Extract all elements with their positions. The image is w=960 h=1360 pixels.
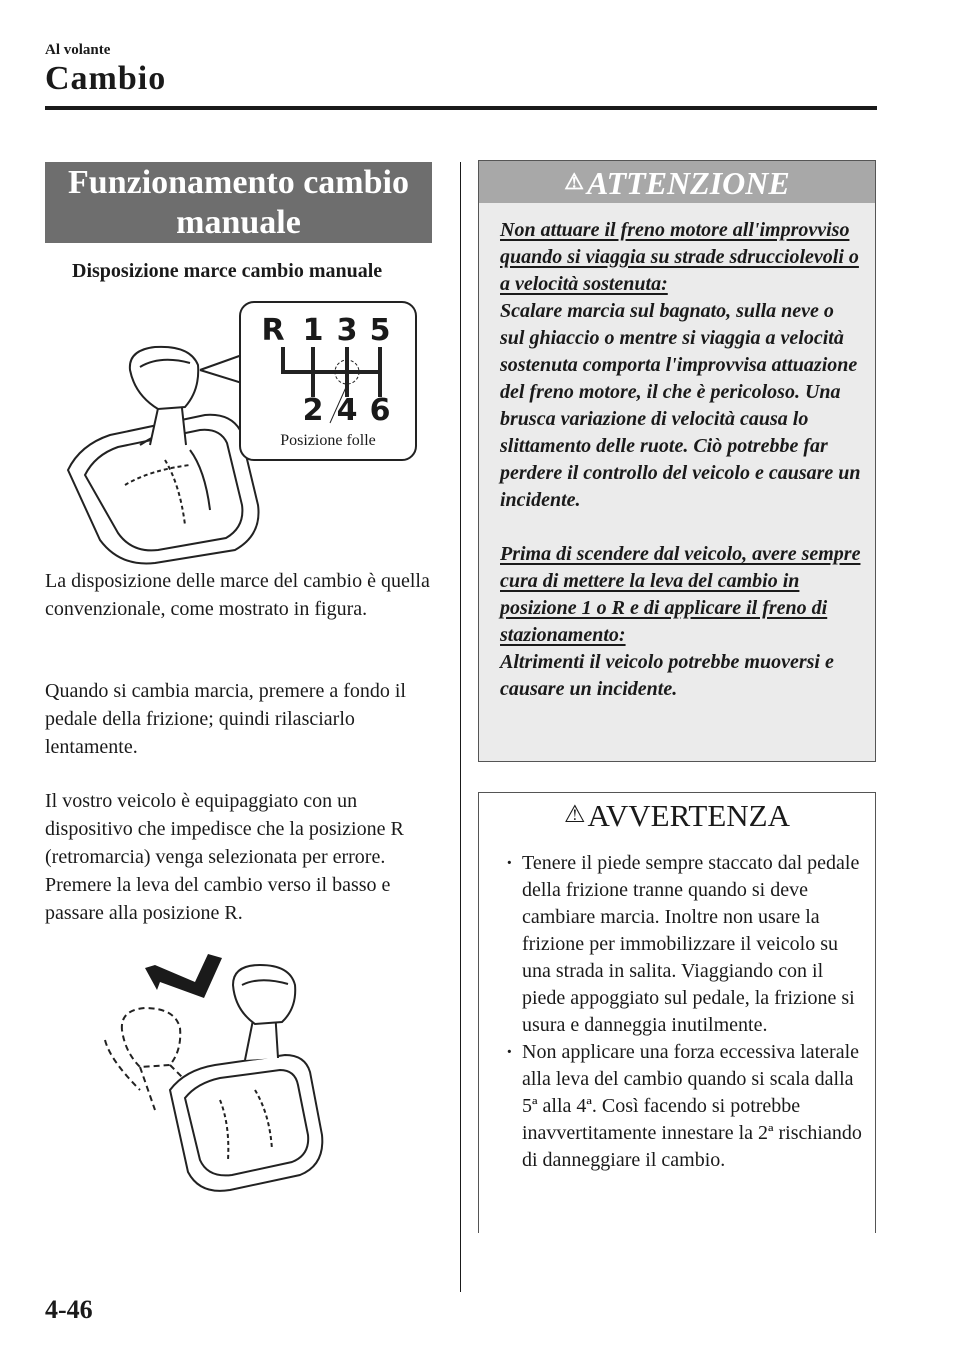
column-divider bbox=[460, 162, 461, 1292]
warning-box bbox=[478, 160, 876, 762]
warning-parking-heading: Prima di scendere dal veicolo, avere sempre cura di mettere la leva del cambio in posizione 1 o R e di applicare il freno di stazionamento: bbox=[500, 543, 861, 646]
paragraph-clutch: Quando si cambia marcia, premere a fondo il pedale della frizione; quindi rilasciarlo lentamente. bbox=[45, 680, 406, 758]
warning-triangle-icon: ⚠ bbox=[564, 169, 585, 194]
gear-label-2: 2 bbox=[302, 393, 324, 428]
warning-header bbox=[479, 161, 875, 203]
breadcrumb: Al volante bbox=[45, 42, 111, 58]
figure-caption: Disposizione marce cambio manuale bbox=[72, 260, 383, 282]
section-title-line2: manuale bbox=[176, 204, 301, 241]
gear-label-5: 5 bbox=[369, 313, 391, 348]
caution-item-clutch: · Tenere il piede sempre staccato dal pedale della frizione tranne quando si deve cambiare marcia. Inoltre non usare la frizione per immobilizzare il veicolo su una strada in salita. Viaggiando con il piede appoggiato sul pedale, la frizione si usura e danneggia inutilmente. bbox=[522, 850, 865, 1039]
gear-label-1: 1 bbox=[302, 313, 324, 348]
caution-title: AVVERTENZA bbox=[587, 798, 790, 833]
chapter-title: Cambio bbox=[45, 60, 167, 97]
warning-engine-brake-heading: Non attuare il freno motore all'improvviso quando si viaggia su strade sdrucciolevoli o a velocità sostenuta: bbox=[500, 219, 859, 295]
warning-title: ATTENZIONE bbox=[587, 165, 790, 201]
section-title-box bbox=[45, 162, 432, 243]
section-title-line1: Funzionamento cambio bbox=[68, 164, 409, 201]
lever-boot-illustration bbox=[170, 965, 322, 1191]
paragraph-layout: La disposizione delle marce del cambio è quella convenzionale, come mostrato in figura. bbox=[45, 570, 430, 620]
gear-label-6: 6 bbox=[369, 393, 391, 428]
caution-header bbox=[479, 793, 875, 836]
warning-engine-brake-text: Scalare marcia sul bagnato, sulla neve o sul ghiaccio o mentre si viaggia a velocità sostenuta comporta l'improvvisa attuazione del freno motore, il che è pericoloso. Una brusca variazione di velocità causa lo slittamento delle ruote. Ciò potrebbe far perdere il controllo del veicolo e causare un incidente. bbox=[500, 300, 861, 511]
caution-triangle-icon: ⚠ bbox=[563, 802, 586, 828]
neutral-position-label: Posizione folle bbox=[280, 432, 376, 449]
caution-list bbox=[479, 850, 875, 1174]
reverse-engage-figure bbox=[100, 940, 350, 1200]
caution-item-downshift: · Non applicare una forza eccessiva laterale alla leva del cambio quando si scala dalla 5ª alla 4ª. Così facendo si potrebbe inavvertitamente innestare la 2ª rischiando di danneggiare il cambio. bbox=[522, 1039, 865, 1174]
paragraph-reverse-lock: Il vostro veicolo è equipaggiato con un dispositivo che impedisce che la posizione R (retromarcia) venga selezionata per errore. Premere la leva del cambio verso il basso e passare alla posizione R. bbox=[45, 790, 404, 924]
gear-label-3: 3 bbox=[336, 313, 358, 348]
page-number: 4-46 bbox=[45, 1295, 93, 1324]
warning-parking-text: Altrimenti il veicolo potrebbe muoversi e causare un incidente. bbox=[500, 651, 834, 700]
header-rule bbox=[45, 106, 877, 110]
gear-layout-figure bbox=[40, 295, 440, 565]
gear-label-4: 4 bbox=[336, 393, 358, 428]
caution-box bbox=[478, 792, 876, 1233]
push-down-arrow-icon bbox=[145, 954, 222, 998]
gear-label-r: R bbox=[261, 313, 285, 348]
